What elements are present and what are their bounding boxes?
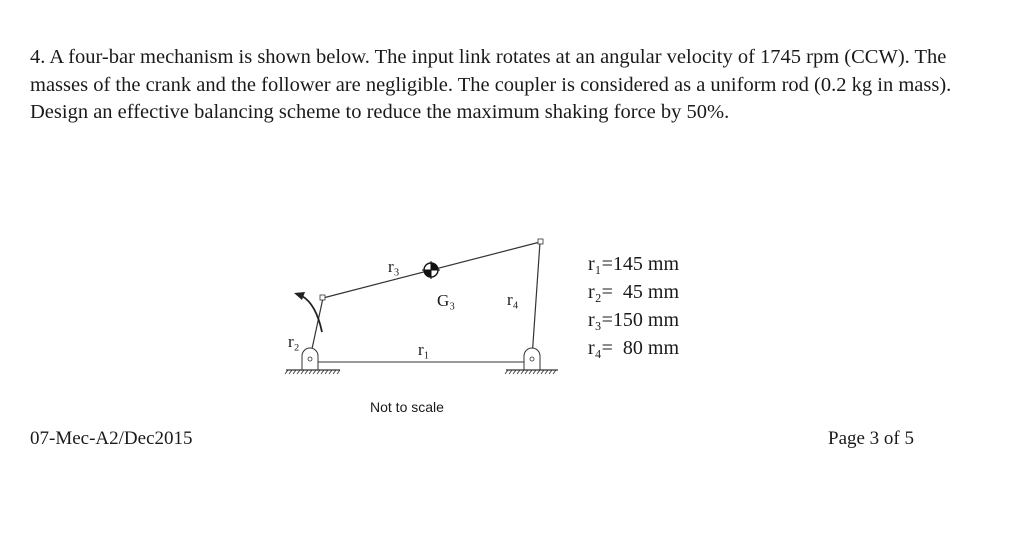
dimension-r3: r₃=150 mm	[588, 309, 680, 331]
scale-note: Not to scale	[370, 399, 444, 415]
follower-link-r4	[532, 242, 540, 358]
label-r2: r₂	[288, 332, 300, 351]
ccw-rotation-arrow-icon	[294, 292, 322, 332]
dimension-r2: r₂= 45 mm	[588, 281, 680, 303]
four-bar-mechanism-diagram	[278, 232, 568, 382]
joint-coupler-follower	[538, 239, 543, 244]
dimension-r1: r₁=145 mm	[588, 253, 680, 275]
ground-pivot-left	[285, 348, 340, 374]
label-g3: G₃	[437, 291, 456, 310]
page-number: Page 3 of 5	[828, 428, 915, 449]
exam-code: 07-Mec-A2/Dec2015	[30, 428, 193, 449]
label-r4: r₄	[507, 290, 519, 309]
dimension-list	[588, 250, 679, 362]
problem-statement: 4. A four-bar mechanism is shown below. The input link rotates at an angular velocity of 1745 rpm (CCW). The masses of the crank and the follower are negligible. The coupler is considered as a uniform rod (0.2 kg in mass). Design an effective balancing scheme to reduce the maximum shaking force by 50%.	[30, 46, 952, 123]
center-of-mass-g3-icon	[422, 261, 440, 279]
joint-crank-coupler	[320, 295, 325, 300]
label-r3: r₃	[388, 257, 400, 276]
dimension-r4: r₄= 80 mm	[588, 337, 680, 359]
label-r1: r₁	[418, 340, 430, 359]
ground-pivot-right	[505, 348, 558, 374]
